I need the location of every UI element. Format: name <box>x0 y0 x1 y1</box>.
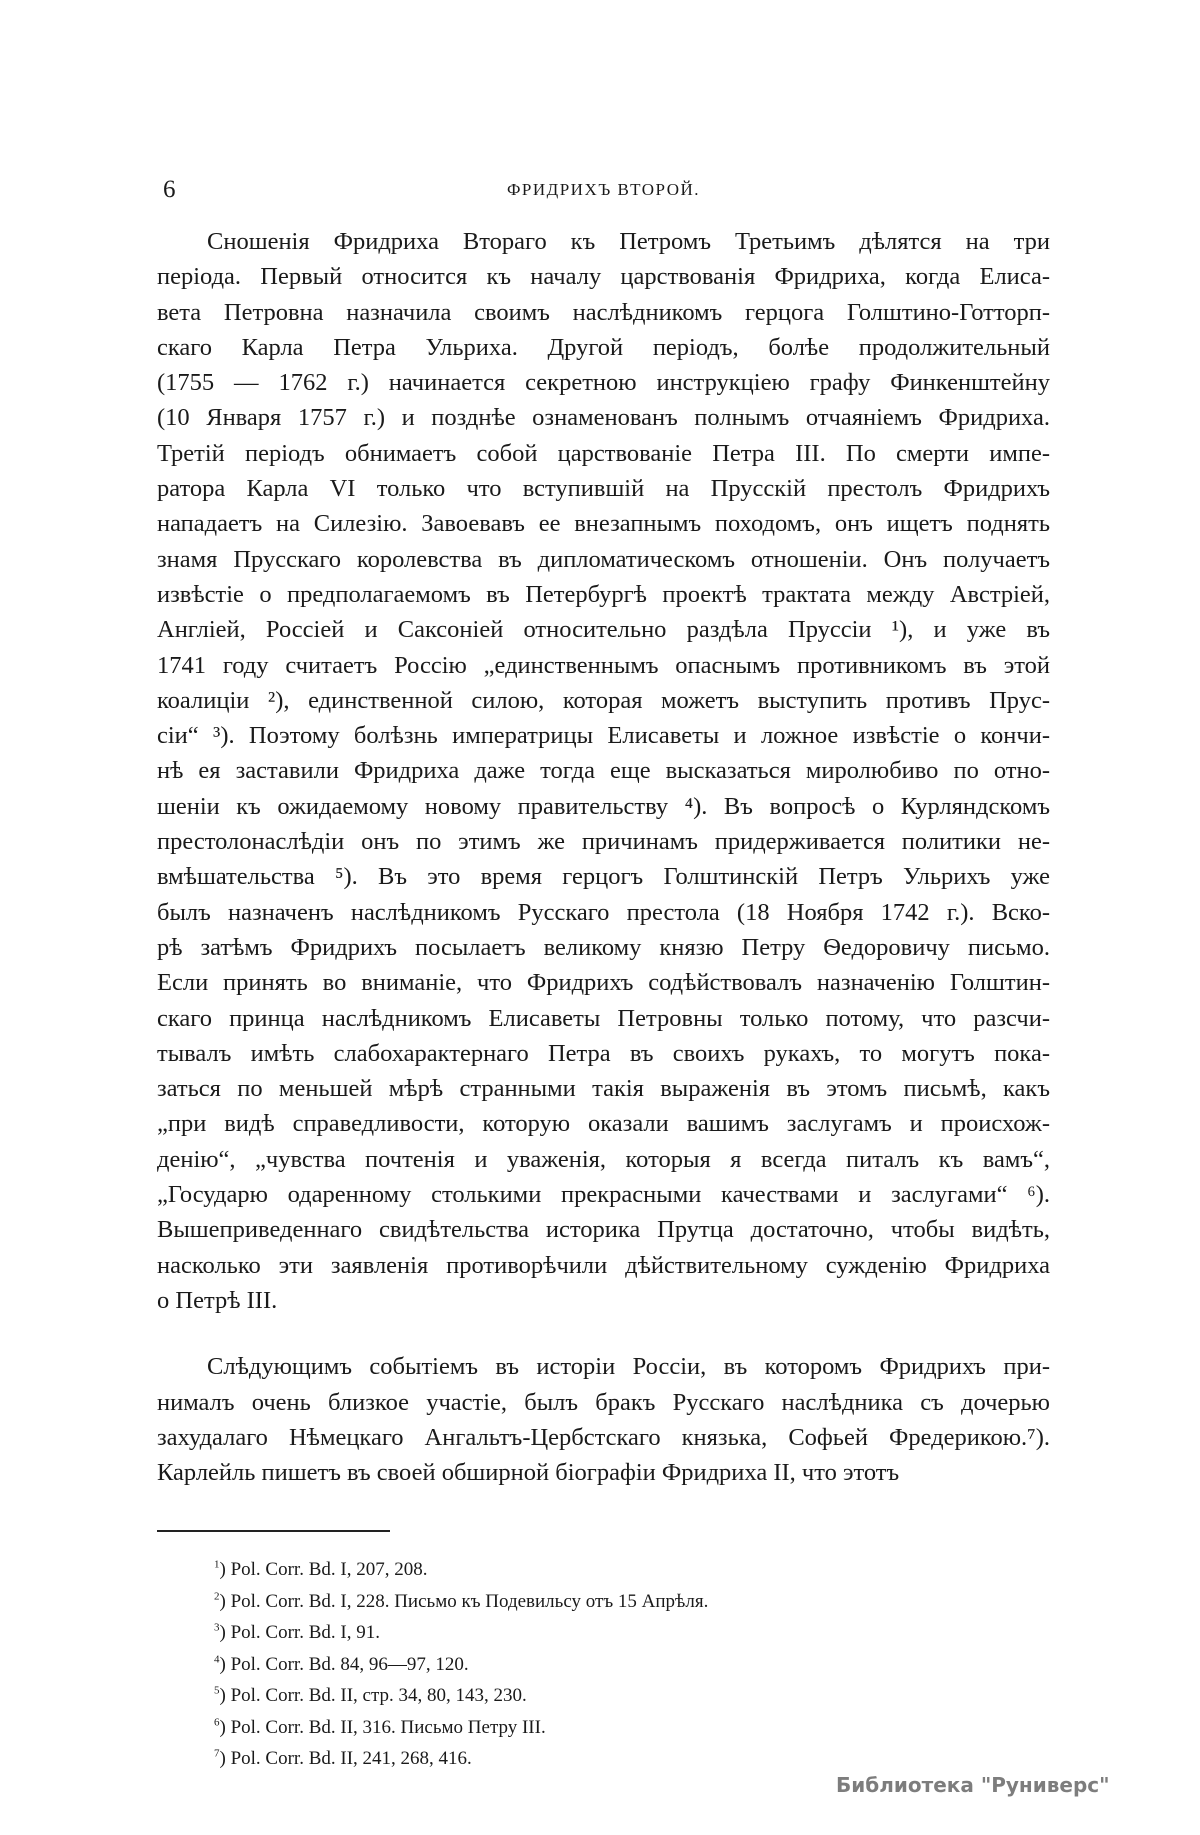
text-line: вета Петровна назначила своимъ наслѣдникомъ герцога Голштино-Готторп- <box>157 298 1050 326</box>
text-line: Третій періодъ обнимаетъ собой царствованіе Петра III. По смерти импе- <box>157 439 1050 467</box>
text-line: періода. Первый относится къ началу царствованія Фридриха, когда Елиса- <box>157 263 1050 291</box>
footnote-text: Pol. Corr. Bd. I, 228. Письмо къ Подевильсу отъ 15 Апрѣля. <box>230 1590 709 1612</box>
text-line: сіи“ ³). Поэтому болѣзнь императрицы Елисаветы и ложное извѣстіе о кончи- <box>157 722 1050 750</box>
footnote-text: Pol. Corr. Bd. II, 241, 268, 416. <box>230 1748 472 1770</box>
text-line: захудалаго Нѣмецкаго Ангальтъ-Цербстскаго князька, Софьей Фредерикою.⁷). <box>157 1423 1050 1451</box>
footnote-separator <box>157 1530 390 1532</box>
text-line: Англіей, Россіей и Саксоніей относительно раздѣла Пруссіи ¹), и уже въ <box>157 616 1050 644</box>
text-line: (10 Января 1757 г.) и позднѣе ознаменованъ полнымъ отчаяніемъ Фридриха. <box>157 404 1050 432</box>
text-line: насколько эти заявленія противорѣчили дѣйствительному сужденію Фридриха <box>157 1251 1050 1279</box>
text-line: „при видѣ справедливости, которую оказали вашимъ заслугамъ и происхож- <box>157 1110 1050 1138</box>
book-page <box>157 170 1050 1775</box>
text-line: 1741 году считаетъ Россію „единственнымъ опаснымъ противникомъ въ этой <box>157 651 1050 679</box>
footnote-marker: 6 <box>214 1716 220 1729</box>
text-line: заться по меньшей мѣрѣ странными такія выраженія въ этомъ письмѣ, какъ <box>157 1075 1050 1103</box>
footnote: $^6$) Pol. Corr. Bd. II, 316. Письмо Петру III. <box>214 1716 546 1738</box>
text-line: престолонаслѣдіи онъ по этимъ же причинамъ придерживается политики не- <box>157 828 1050 856</box>
text-line: Вышеприведеннаго свидѣтельства историка Прутца достаточно, чтобы видѣть, <box>157 1216 1050 1244</box>
text-line: Карлейль пишетъ въ своей обширной біографіи Фридриха II, что этотъ <box>157 1459 900 1487</box>
page-number: 6 <box>163 176 176 203</box>
footnote-text: Pol. Corr. Bd. I, 91. <box>230 1622 380 1644</box>
footnote: $^4$) Pol. Corr. Bd. 84, 96—97, 120. <box>214 1653 469 1675</box>
footnote: $^7$) Pol. Corr. Bd. II, 241, 268, 416. <box>214 1748 472 1770</box>
footnote-marker: 5 <box>214 1685 220 1698</box>
running-head-title: ФРИДРИХЪ ВТОРОЙ. <box>506 180 701 199</box>
footnote: $^5$) Pol. Corr. Bd. II, стр. 34, 80, 143, 230. <box>214 1685 527 1707</box>
text-line: нималъ очень близкое участіе, былъ бракъ Русскаго наслѣдника съ дочерью <box>157 1388 1050 1416</box>
text-line: шеніи къ ожидаемому новому правительству ⁴). Въ вопросѣ о Курляндскомъ <box>157 792 1050 820</box>
footnote-text: Pol. Corr. Bd. 84, 96—97, 120. <box>230 1653 469 1675</box>
text-line: знамя Прусскаго королевства въ дипломатическомъ отношеніи. Онъ получаетъ <box>157 545 1050 573</box>
footnote-text: Pol. Corr. Bd. II, стр. 34, 80, 143, 230. <box>230 1685 527 1707</box>
text-line: нѣ ея заставили Фридриха даже тогда еще высказаться миролюбиво по отно- <box>157 757 1050 785</box>
library-watermark: Библиотека "Руниверс" <box>836 1773 1110 1797</box>
text-line: Если принять во вниманіе, что Фридрихъ содѣйствовалъ назначенію Голштин- <box>157 969 1050 997</box>
text-line: вмѣшательства ⁵). Въ это время герцогъ Голштинскій Петръ Ульрихъ уже <box>157 863 1050 891</box>
footnote-marker: 4 <box>214 1653 220 1666</box>
footnote-text: Pol. Corr. Bd. I, 207, 208. <box>230 1559 428 1581</box>
text-line: скаго Карла Петра Ульриха. Другой періодъ, болѣе продолжительный <box>157 333 1050 361</box>
text-line: нападаетъ на Силезію. Завоевавъ ее внезапнымъ походомъ, онъ ищетъ поднять <box>157 510 1050 538</box>
text-line: Сношенія Фридриха Втораго къ Петромъ Третьимъ дѣлятся на три <box>207 228 1050 255</box>
footnote-text: Pol. Corr. Bd. II, 316. Письмо Петру III. <box>230 1716 546 1738</box>
text-line: коалиціи ²), единственной силою, которая можетъ выступить противъ Прус- <box>157 686 1050 714</box>
footnote-marker: 1 <box>214 1559 220 1572</box>
footnote-marker: 2 <box>214 1590 220 1603</box>
footnote: $^2$) Pol. Corr. Bd. I, 228. Письмо къ Подевильсу отъ 15 Апрѣля. <box>214 1590 709 1612</box>
footnote-marker: 3 <box>214 1622 220 1635</box>
running-head <box>157 170 1050 210</box>
text-line: (1755 — 1762 г.) начинается секретною инструкціею графу Финкенштейну <box>157 369 1050 397</box>
text-line: денію“, „чувства почтенія и уваженія, которыя я всегда питалъ къ вамъ“, <box>157 1145 1050 1173</box>
paragraph-2 <box>157 1349 1050 1490</box>
footnote-marker: 7 <box>214 1748 220 1761</box>
text-line: Слѣдующимъ событіемъ въ исторіи Россіи, въ которомъ Фридрихъ при- <box>207 1353 1050 1381</box>
footnote: $^3$) Pol. Corr. Bd. I, 91. <box>214 1622 380 1644</box>
text-line: рѣ затѣмъ Фридрихъ посылаетъ великому князю Петру Ѳедоровичу письмо. <box>157 933 1050 961</box>
footnote: $^1$) Pol. Corr. Bd. I, 207, 208. <box>214 1559 428 1581</box>
text-line: „Государю одаренному столькими прекрасными качествами и заслугами“ ⁶). <box>157 1181 1050 1209</box>
text-line: о Петрѣ III. <box>157 1286 278 1314</box>
text-line: былъ назначенъ наслѣдникомъ Русскаго престола (18 Ноября 1742 г.). Вско- <box>157 898 1050 926</box>
text-line: извѣстіе о предполагаемомъ въ Петербургѣ проектѣ трактата между Австріей, <box>157 580 1050 608</box>
text-line: тывалъ имѣть слабохарактернаго Петра въ своихъ рукахъ, то могутъ пока- <box>157 1039 1050 1067</box>
text-line: скаго принца наслѣдникомъ Елисаветы Петровны только потому, что разсчи- <box>157 1004 1050 1032</box>
footnotes <box>214 1554 1050 1775</box>
body-text <box>157 224 1050 1490</box>
text-line: ратора Карла VI только что вступившій на Прусскій престолъ Фридрихъ <box>157 475 1050 503</box>
paragraph-1 <box>157 224 1050 1318</box>
